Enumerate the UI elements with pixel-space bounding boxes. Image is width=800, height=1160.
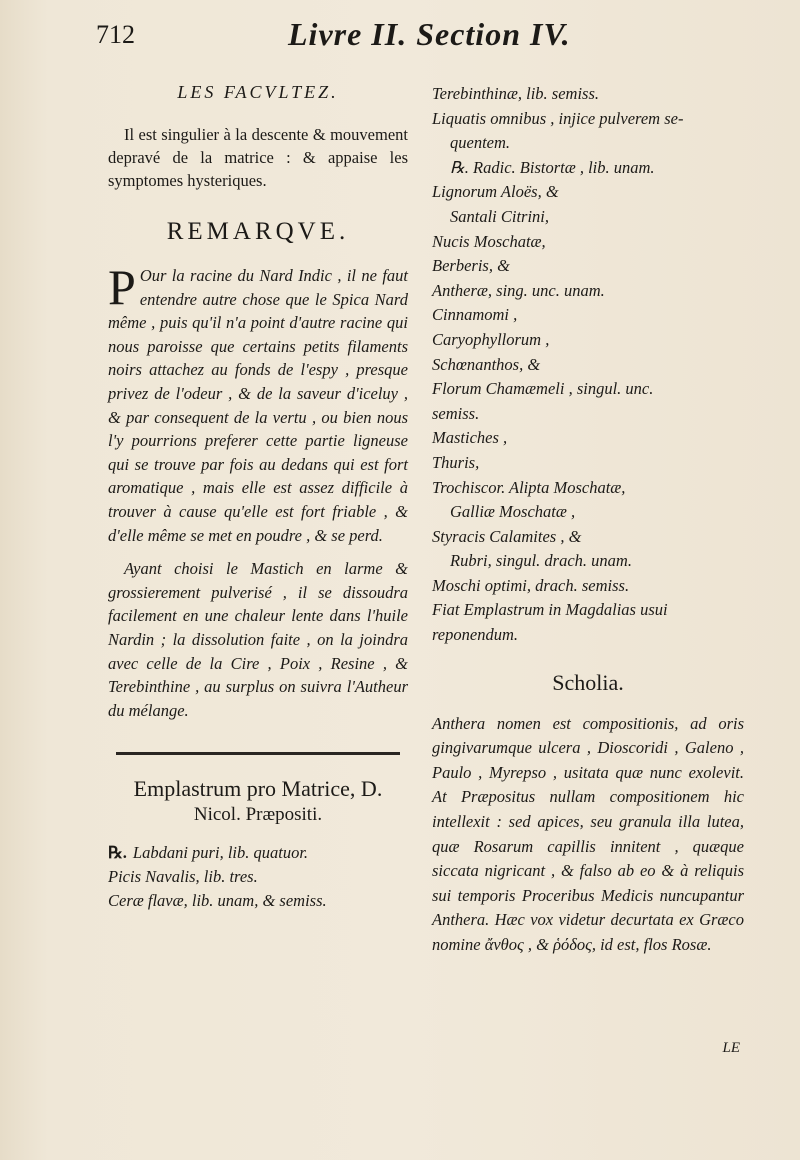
recipe-line: Berberis, & bbox=[432, 256, 510, 276]
recipe-line: Mastiches , bbox=[432, 428, 508, 448]
recipe-line: Trochiscor. Alipta Moschatæ, bbox=[432, 477, 626, 497]
recipe-line: Moschi optimi, drach. semiss. bbox=[432, 575, 630, 595]
mastich-paragraph: Ayant choisi le Mastich en larme & grossierement pulverisé , il se dissoudra facilement en une chaleur lente dans l'huile Nardin ; la dissolution faite , on la joindra avec celle de la Cire , Poix , Resine , & Terebinthine , au surplus on suivra l'Autheur du mélange. bbox=[108, 559, 408, 720]
left-column bbox=[108, 82, 408, 913]
page-number: 712 bbox=[96, 20, 135, 49]
ingredient-line: Picis Navalis, lib. tres. bbox=[108, 867, 258, 887]
page-title: Livre II. Section IV. bbox=[288, 16, 571, 52]
ingredient-line: Ceræ flavæ, lib. unam, & semiss. bbox=[108, 891, 327, 911]
recipe-line: Florum Chamæmeli , singul. unc. bbox=[432, 379, 654, 399]
recipe-line: ℞. Radic. Bistortæ , lib. unam. bbox=[450, 157, 655, 177]
recipe-line: Rubri, singul. drach. unam. bbox=[450, 551, 632, 571]
recipe-symbol: ℞. bbox=[108, 843, 127, 863]
recipe-line: Nucis Moschatæ, bbox=[432, 231, 546, 251]
remarque-block bbox=[108, 259, 408, 547]
recipe-line: Galliæ Moschatæ , bbox=[450, 502, 576, 522]
recipe-line: semiss. bbox=[432, 403, 480, 423]
divider-rule bbox=[116, 752, 400, 755]
recipe-title: Emplastrum pro Matrice, D. bbox=[133, 776, 383, 802]
recipe-line: Cinnamomi , bbox=[432, 305, 518, 325]
recipe-line: Schœnanthos, & bbox=[432, 354, 541, 374]
recipe-line: Antheræ, sing. unc. unam. bbox=[432, 280, 605, 300]
recipe-line: Santali Citrini, bbox=[450, 206, 550, 226]
section-title: LES FACVLTEZ. bbox=[177, 82, 339, 102]
recipe-line: Thuris, bbox=[432, 452, 480, 472]
right-column bbox=[432, 82, 744, 958]
scholia-heading: Scholia. bbox=[552, 669, 624, 695]
recipe-line: Lignorum Aloës, & bbox=[432, 182, 559, 202]
drop-cap: P bbox=[108, 259, 136, 315]
running-head bbox=[96, 16, 740, 58]
recipe-line: Fiat Emplastrum in Magdalias usui bbox=[432, 600, 668, 620]
catchword: LE bbox=[722, 1040, 740, 1056]
scholia-paragraph: Anthera nomen est compositionis, ad oris gingivarumque ulcera , Dioscoridi , Galeno , Paulo , Myrepso , usitata quæ nunc exolevit. At Præpositus nullam compositionem hic intellexit : sed apices, seu granula illa lutea, quæ Rosarum capillis innitent , quæque siccata nigricant , & falso ab eo & à reliquis sui temporis Proceribus Medicis nuncupantur Anthera. Hæc vox videtur decurtata ex Græco nomine ἄνθος , & ῥόδος, id est, flos Rosæ. bbox=[432, 713, 744, 954]
recipe-continuation bbox=[432, 82, 744, 648]
ingredient-line bbox=[108, 841, 408, 865]
remarque-paragraph: Our la racine du Nard Indic , il ne faut entendre autre chose que le Spica Nard même , puis qu'il n'a point d'autre racine qui nous paroisse que certains petits filaments noirs attachez au fonds de l'espy , presque privez de l'odeur , & de la saveur d'iceluy , & par consequent de la vertu , ou bien nous l'y pourrions preferer cette partie ligneuse qui se trouve par fois au dedans qui est fort aromatique , mais elle est assez difficile à trouver à cause qu'elle est fort friable , & d'elle même se met en poudre , & se perd. bbox=[108, 266, 408, 545]
recipe-line: Liquatis omnibus , injice pulverem se- bbox=[432, 108, 684, 128]
recipe-author: Nicol. Præpositi. bbox=[193, 804, 323, 826]
recipe-line: Styracis Calamites , & bbox=[432, 526, 582, 546]
faculties-paragraph: Il est singulier à la descente & mouvement depravé de la matrice : & appaise les symptomes hysteriques. bbox=[108, 125, 408, 190]
recipe-line: quentem. bbox=[450, 133, 511, 153]
recipe-line: Terebinthinæ, lib. semiss. bbox=[432, 84, 600, 103]
ingredient-text: Labdani puri, lib. quatuor. bbox=[132, 843, 309, 863]
recipe-line: Caryophyllorum , bbox=[432, 329, 550, 349]
remarque-heading: REMARQVE. bbox=[166, 218, 350, 245]
recipe-line: reponendum. bbox=[432, 625, 518, 645]
